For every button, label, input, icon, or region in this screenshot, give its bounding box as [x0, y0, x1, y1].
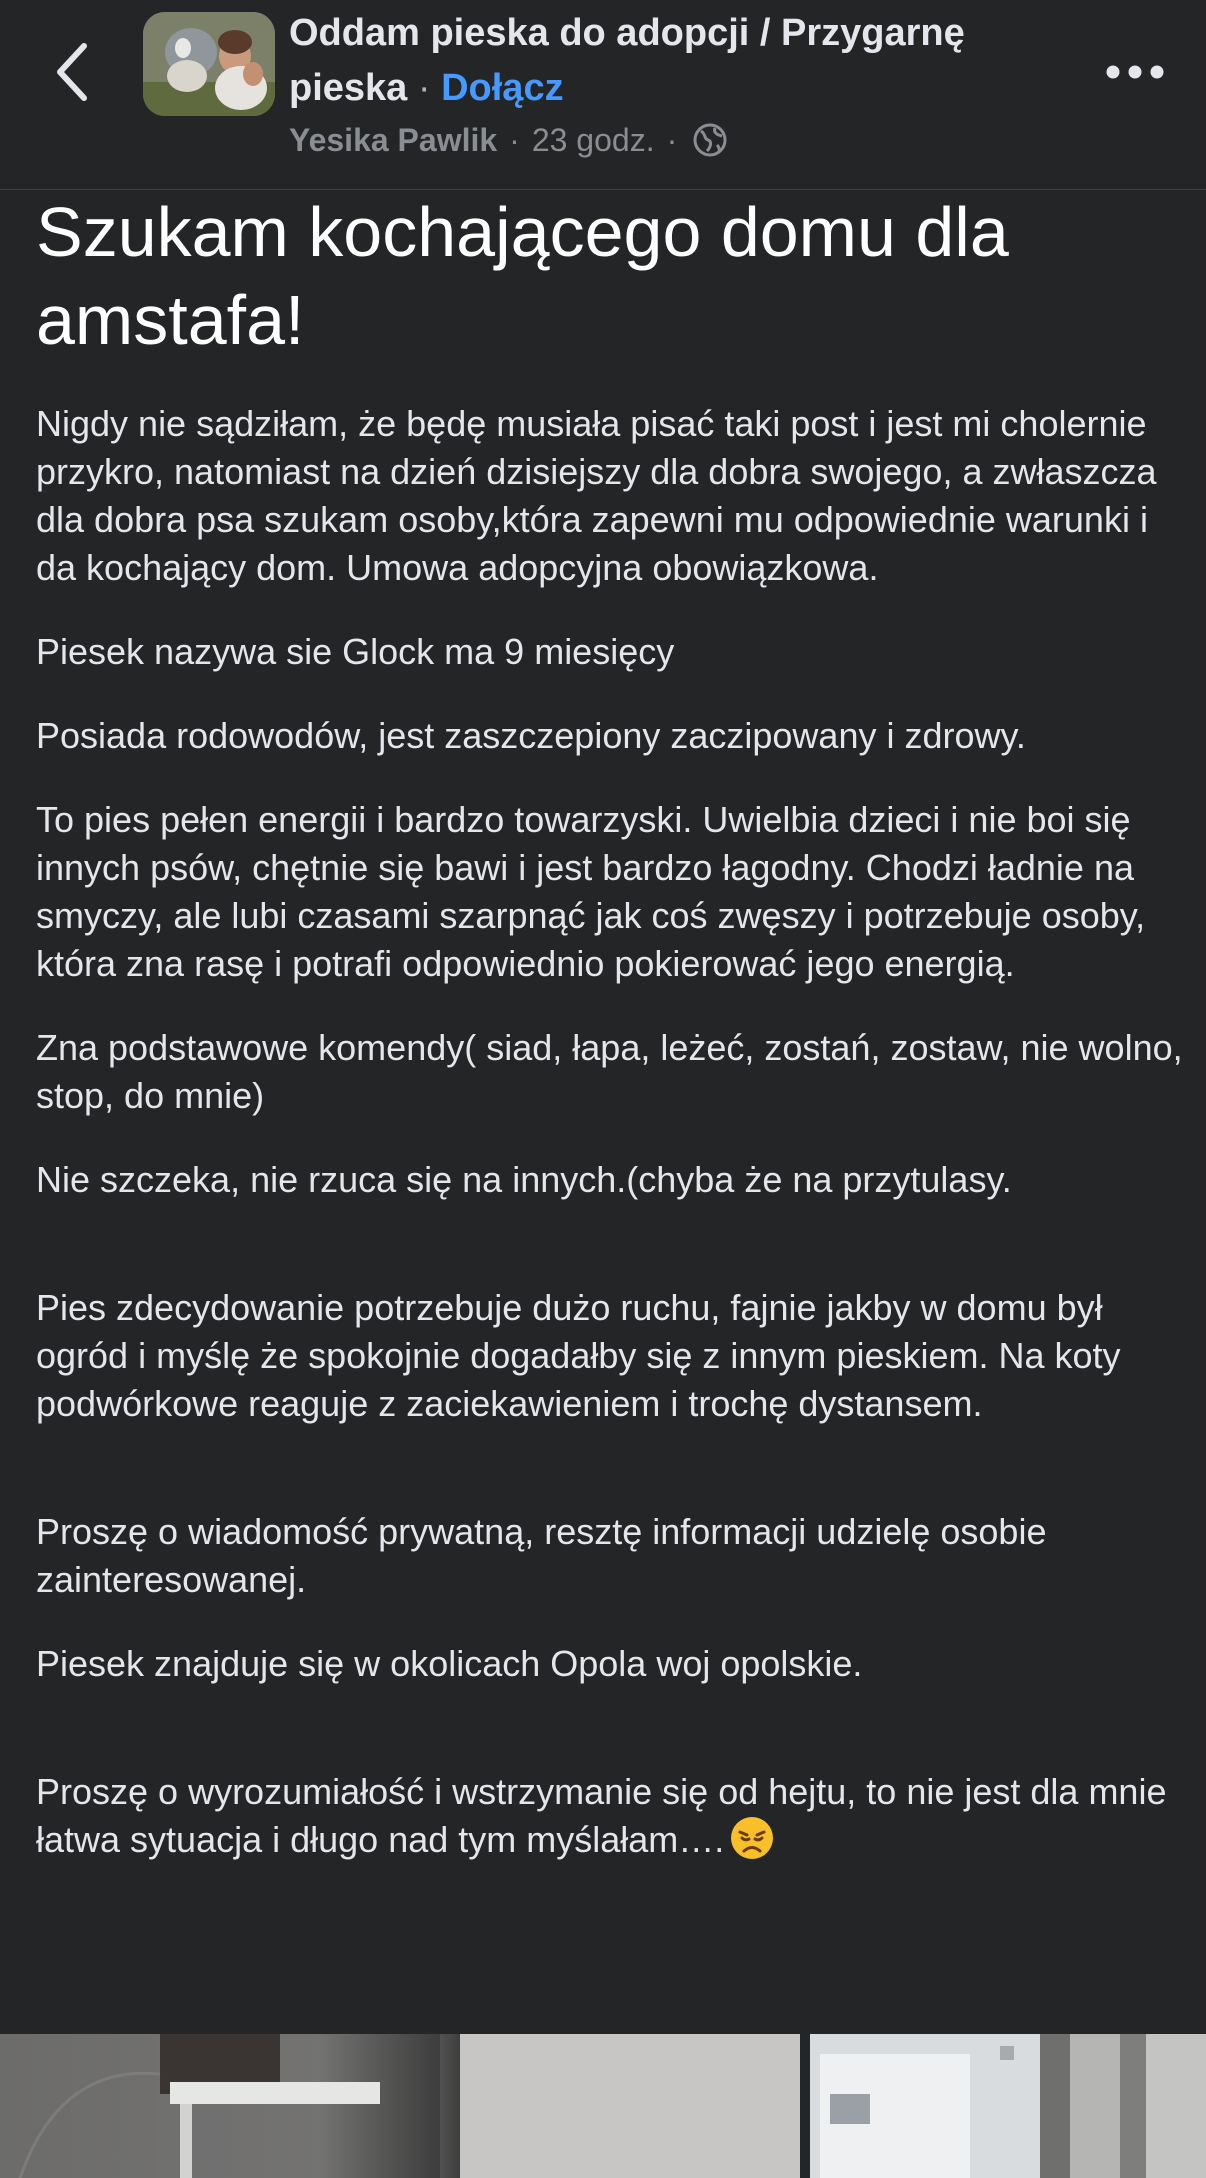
post-paragraph: To pies pełen energii i bardzo towarzyski. Uwielbia dzieci i nie boi się innych psów, chętnie się bawi i jest bardzo łagodny. Chodzi ładnie na smyczy, ale lubi czasami szarpnąć jak coś zwęszy i potrzebuje osoby, która zna rasę i potrafi odpowiednio pokierować jego energią.	[36, 799, 1146, 984]
post-paragraph: Posiada rodowodów, jest zaszczepiony zaczipowany i zdrowy.	[36, 715, 1026, 756]
post-paragraph: Nigdy nie sądziłam, że będę musiała pisać taki post i jest mi cholernie przykro, natomiast na dzień dzisiejszy dla dobra swojego, a zwłaszcza dla dobra psa szukam osoby,która zapewni mu odpowiednie warunki i da kochający dom. Umowa adopcyjna obowiązkowa.	[36, 403, 1157, 588]
post-paragraph: Piesek znajduje się w okolicach Opola woj opolskie.	[36, 1643, 863, 1684]
group-name-link[interactable]: Oddam pieska do adopcji / Przygarnę pieska	[289, 12, 965, 109]
meta-separator: ·	[509, 122, 520, 158]
title-separator: ·	[417, 67, 431, 109]
photo-gallery	[0, 2034, 1206, 2178]
post-paragraph: Zna podstawowe komendy( siad, łapa, leżeć, zostań, zostaw, nie wolno, stop, do mnie)	[36, 1027, 1183, 1116]
group-avatar[interactable]	[143, 12, 275, 116]
post-body	[36, 400, 1186, 1864]
globe-icon	[693, 123, 727, 157]
meta-separator: ·	[666, 122, 678, 158]
group-title	[289, 6, 1049, 116]
post-time[interactable]: 23 godz.	[531, 122, 655, 158]
post-title: Szukam kochającego domu dla amstafa!	[36, 193, 1009, 359]
photo-divider	[800, 2034, 810, 2178]
back-button[interactable]	[44, 36, 100, 108]
post-paragraph: Proszę o wiadomość prywatną, resztę informacji udzielę osobie zainteresowanej.	[36, 1511, 1047, 1600]
post-paragraph: Nie szczeka, nie rzuca się na innych.(chyba że na przytulasy.	[36, 1159, 1012, 1200]
post-photo[interactable]	[0, 2034, 800, 2178]
join-button[interactable]: Dołącz	[441, 67, 564, 109]
author-name[interactable]: Yesika Pawlik	[289, 122, 498, 158]
post-paragraph-text: Proszę o wyrozumiałość i wstrzymanie się od hejtu, to nie jest dla mnie łatwa sytuacja i długo nad tym myślałam….	[36, 1771, 1167, 1860]
more-options-button[interactable]	[1100, 44, 1170, 100]
disappointed-face-icon	[730, 1816, 774, 1860]
more-horizontal-icon	[1105, 64, 1165, 80]
post-paragraph-last	[36, 1768, 1186, 1864]
post-header	[0, 0, 1206, 190]
post-photo[interactable]	[810, 2034, 1206, 2178]
chevron-left-icon	[52, 40, 92, 104]
post-paragraph: Piesek nazywa sie Glock ma 9 miesięcy	[36, 631, 675, 672]
post-meta	[289, 118, 727, 162]
post-paragraph: Pies zdecydowanie potrzebuje dużo ruchu, fajnie jakby w domu był ogród i myślę że spokojnie dogadałby się z innym pieskiem. Na koty podwórkowe reaguje z zaciekawieniem i trochę dystansem.	[36, 1287, 1121, 1424]
